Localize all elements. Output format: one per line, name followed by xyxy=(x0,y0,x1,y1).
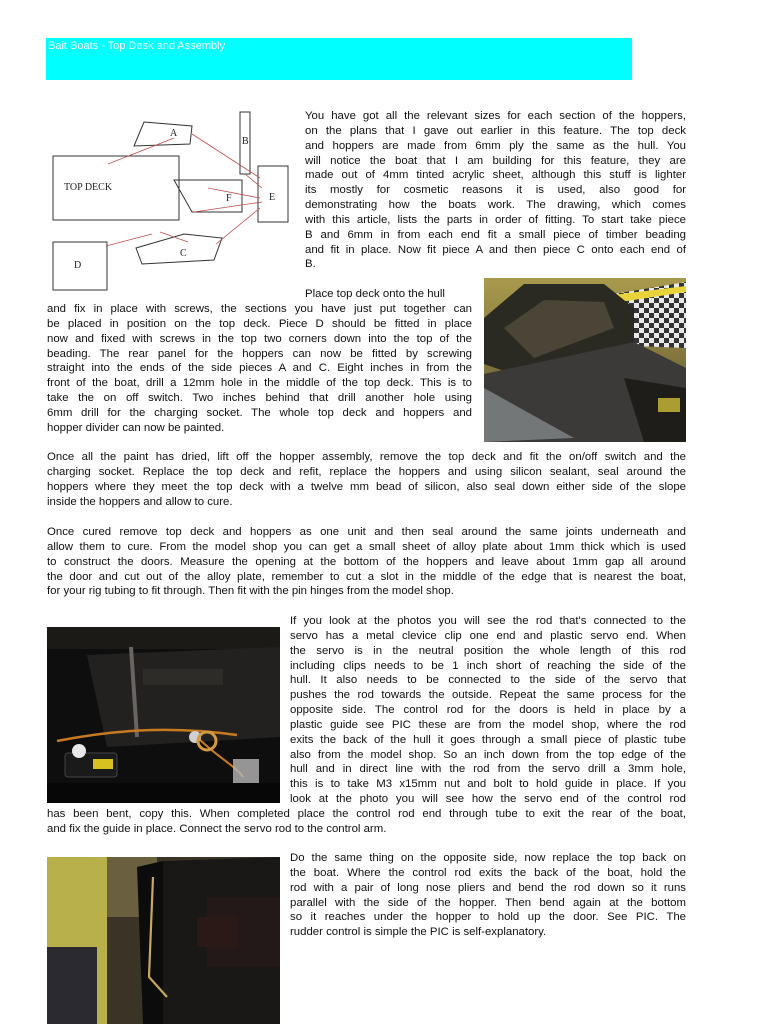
text-line: this is to take M3 x15mm nut and bolt to hold guide in place. If you xyxy=(290,778,686,791)
leader-line xyxy=(216,208,260,244)
text-line: opposite side. The control rod for the doors is held in place by a xyxy=(290,704,686,717)
text-line: B and 6mm in from each end fit a small piece of timber beading xyxy=(305,228,686,241)
text-line: front of the boat, drill a 12mm hole in the middle of the top deck. This is to xyxy=(47,377,472,390)
paragraph-paint-and-seal xyxy=(47,450,686,509)
text-line: rod with a pair of long nose pliers and bend the rod down so it runs xyxy=(290,881,686,894)
text-line: beading. The rear panel for the hoppers can now be fitted by screwing xyxy=(47,347,472,360)
text-line: B. xyxy=(305,258,316,271)
text-line: on the plans that I gave out earlier in this feature. The top deck xyxy=(305,124,686,137)
diagram-label-f: F xyxy=(226,193,232,204)
text-line: straight into the ends of the side pieces A and C. Eight inches in from the xyxy=(47,362,472,375)
text-line: exits the back of the hull it goes through a small piece of plastic tube xyxy=(290,733,686,746)
diagram-label-b: B xyxy=(242,136,249,147)
text-line: and fix the guide in place. Connect the servo rod to the control arm. xyxy=(47,822,387,835)
text-line: including clips needs to be 1 inch short of reaching the side of the xyxy=(290,659,686,672)
leader-line xyxy=(106,234,152,246)
leader-line xyxy=(245,174,262,188)
text-line: plastic guide see PIC these are from the model shop, where the rod xyxy=(290,718,686,731)
paragraph-top-deck-fixing xyxy=(47,302,472,436)
text-line: to construct the doors. Measure the opening at the bottom of the hoppers and leave about 1mm gap all around xyxy=(47,555,686,568)
text-line: parallel with the side of the hopper. Then bend again at the bottom xyxy=(290,896,686,909)
text-line: servo has a metal clevice clip one end and plastic servo end. When xyxy=(290,629,686,642)
text-line: 6mm drill for the charging socket. The whole top deck and hoppers and xyxy=(47,406,472,419)
text-line: You have got all the relevant sizes for each section of the hoppers, xyxy=(305,110,686,122)
text-line: allow them to cure. From the model shop you can get a small sheet of alloy plate about 1mm thick which is used xyxy=(47,540,686,553)
text-line: hoppers where they meet the top deck with a twelve mm bead of silicon, also seal down either side of the slope xyxy=(47,480,686,493)
text-line: demonstrating how the boats work. The drawing, which comes xyxy=(305,199,686,212)
text-line: Do the same thing on the opposite side, now replace the top back on xyxy=(290,852,686,864)
text-line: charging socket. Replace the top deck and refit, replace the hoppers and using silicon sealant, seal around the xyxy=(47,465,686,478)
text-line: inside the hoppers and allow to cure. xyxy=(47,495,233,508)
text-line: Place top deck onto the hull xyxy=(305,288,445,300)
diagram-label-top-deck: TOP DECK xyxy=(64,182,113,193)
paragraph-doors xyxy=(47,525,686,599)
text-line: and hoppers are made from 6mm ply the same as the hull. You xyxy=(305,139,686,152)
text-line: the door and cut out of the alloy plate, remember to cut a slot in the middle of the edge that is nearest the boat, xyxy=(47,570,686,583)
text-line: hull. It also needs to be connected to the side of the servo that xyxy=(290,674,686,687)
text-line: for your rig tubing to fit through. Then fit with the pin hinges from the model shop. xyxy=(47,585,454,598)
text-line: rudder control is simple the PIC is self-explanatory. xyxy=(290,926,547,939)
text-line: made out of 4mm tinted acrylic sheet, although this stuff is lighter xyxy=(305,169,686,182)
paragraph-opposite-side xyxy=(290,851,686,940)
text-line: now and fixed with screws in the top two corners down into the top of the xyxy=(47,332,472,345)
diagram-label-d: D xyxy=(74,260,82,271)
text-line: hull and in direct line with the rod from the servo drill a 3mm hole, xyxy=(290,763,686,776)
text-line: the boat. Where the control rod exits the back of the boat, hold the xyxy=(290,866,686,879)
diagram-label-a: A xyxy=(170,128,178,139)
text-line: and fit in place. Now fit piece A and then piece C onto each end of xyxy=(305,243,686,256)
text-line: pushes the rod towards the outside. Repeat the same process for the xyxy=(290,689,686,702)
text-line: Once all the paint has dried, lift off the hopper assembly, remove the top deck and fit the on/off switch and the xyxy=(47,451,686,463)
text-line: be placed in position on the top deck. Piece D should be fitted in place xyxy=(47,317,472,330)
text-line: and fix in place with screws, the sections you have just put together can xyxy=(47,303,472,315)
hopper-parts-diagram xyxy=(48,108,296,296)
leader-line xyxy=(208,188,260,198)
text-line: look at the photo you will see how the servo end of the control rod xyxy=(290,793,686,806)
paragraph-servo-rod xyxy=(290,614,686,807)
text-line: with this article, lists the parts in order of fitting. To start take piece xyxy=(305,213,686,226)
servo-photo xyxy=(47,627,280,803)
text-line: will notice the boat that I am building for this feature, they are xyxy=(305,154,686,167)
rod-photo xyxy=(47,857,280,1024)
text-line: If you look at the photos you will see the rod that's connected to the xyxy=(290,615,686,627)
hopper-photo xyxy=(484,278,686,442)
paragraph-servo-rod-continued xyxy=(47,807,686,837)
text-line: the servo is in the neutral position the whole length of this rod xyxy=(290,644,686,657)
diagram-label-e: E xyxy=(269,192,276,203)
text-line: hopper divider can now be painted. xyxy=(47,421,225,434)
page-title: Bait Boats - Top Desk and Assembly xyxy=(48,40,226,52)
text-line: take the on off switch. Two inches behind that drill another hole using xyxy=(47,392,472,405)
text-line: its mostly for cosmetic reasons it is used, also good for xyxy=(305,184,686,197)
paragraph-hopper-sizes xyxy=(305,109,686,272)
text-line: has been bent, copy this. When completed place the control rod end through tube to exit the rear of the boat, xyxy=(47,808,686,820)
text-line: so it reaches under the hopper to hold up the door. See PIC. The xyxy=(290,911,686,924)
piece-f-shape xyxy=(174,180,242,212)
leader-line xyxy=(160,232,188,242)
header-band xyxy=(46,38,632,80)
leader-line xyxy=(108,138,174,164)
text-line: Once cured remove top deck and hoppers as one unit and then seal around the same joints underneath and xyxy=(47,526,686,538)
paragraph-top-deck-intro xyxy=(305,287,477,302)
text-line: also from the model shop. So an inch down from the top edge of the xyxy=(290,748,686,761)
diagram-label-c: C xyxy=(180,248,187,259)
